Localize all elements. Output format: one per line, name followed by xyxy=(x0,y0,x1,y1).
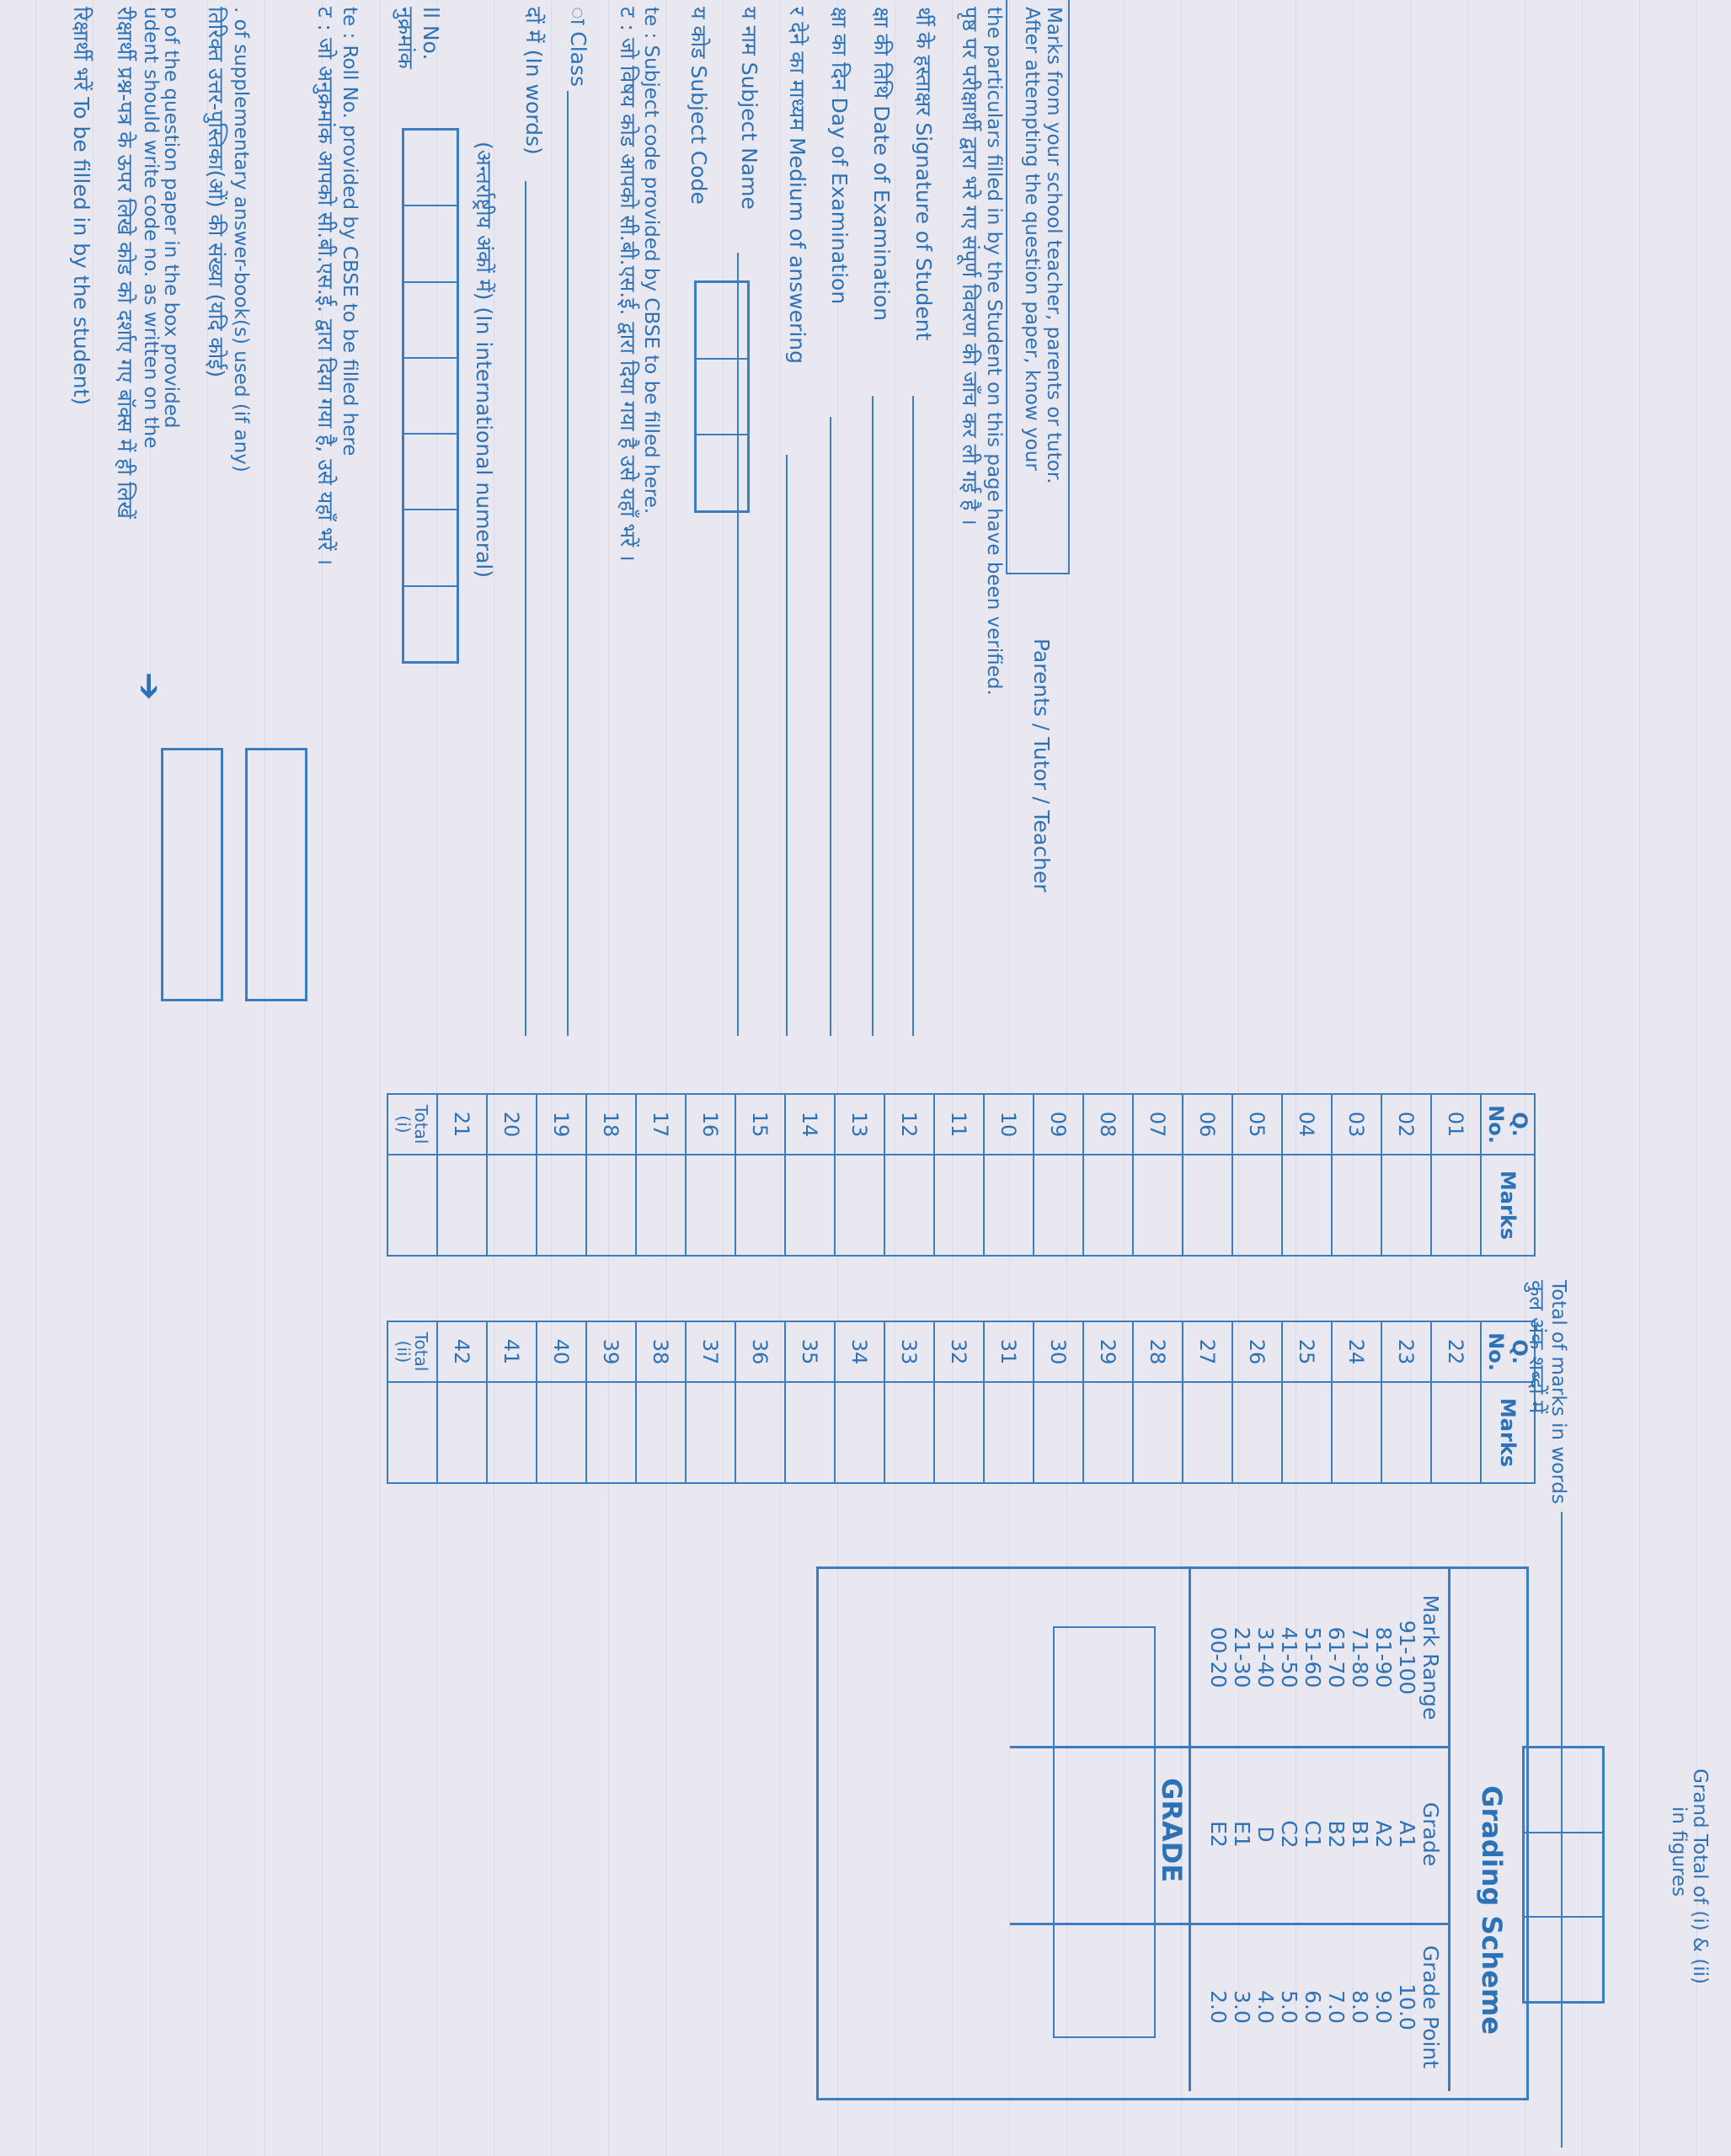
question-number: 05 xyxy=(1232,1094,1282,1155)
grading-cell: B1 xyxy=(1348,1820,1372,1849)
subject-note-hi: ट : जो विषय कोड आपको सी.बी.एस.ई. द्वारा दिया गया है उसे यहाँ भरें । xyxy=(616,7,640,562)
marks-row xyxy=(835,1094,884,1256)
marks-header: Marks xyxy=(1481,1155,1535,1256)
marks-header: Marks xyxy=(1481,1382,1535,1483)
roll-note-hi: ट : जो अनुक्रमांक आपको सी.बी.एस.ई. द्वारा दिया गया है, उसे यहाँ भरें । xyxy=(313,7,338,566)
marks-row xyxy=(487,1321,537,1483)
total-marks-cell[interactable] xyxy=(387,1382,437,1483)
marks-cell[interactable] xyxy=(835,1382,884,1483)
marks-cell[interactable] xyxy=(884,1382,934,1483)
in-words-line[interactable] xyxy=(525,181,526,1036)
roll-note-en: te : Roll No. provided by CBSE to be filled here xyxy=(339,7,361,456)
code-instruction-hi: रीक्षार्थी प्रश्न-पत्र के ऊपर लिखे कोड को दर्शाए गए बॉक्स में ही लिखें xyxy=(113,7,137,519)
marks-row xyxy=(1133,1321,1183,1483)
class-line[interactable] xyxy=(567,91,569,1036)
marks-cell[interactable] xyxy=(586,1155,636,1256)
grading-cell: E2 xyxy=(1206,1821,1231,1848)
grading-cell: 9.0 xyxy=(1371,1990,1396,2024)
question-number: 09 xyxy=(1034,1094,1083,1155)
marks-row xyxy=(934,1094,984,1256)
subject-name-line[interactable] xyxy=(737,253,739,1036)
question-number: 18 xyxy=(586,1094,636,1155)
question-number: 08 xyxy=(1083,1094,1133,1155)
marks-cell[interactable] xyxy=(785,1155,835,1256)
roll-number-boxes[interactable] xyxy=(402,128,459,664)
grading-cell: 3.0 xyxy=(1230,1990,1254,2024)
question-number: 31 xyxy=(984,1321,1034,1382)
grading-cell: 71-80 xyxy=(1348,1626,1372,1689)
question-number: 02 xyxy=(1381,1094,1431,1155)
arrow-right-icon: ➔ xyxy=(130,672,168,701)
supplementary-count-box[interactable] xyxy=(245,748,307,1001)
grade-label: GRADE xyxy=(1156,1777,1188,1883)
grand-total-in-figures: in figures xyxy=(1668,1806,1690,1897)
paper-stripe xyxy=(264,0,265,2156)
marks-cell[interactable] xyxy=(1332,1382,1381,1483)
paper-stripe xyxy=(379,0,380,2156)
grading-cell: E1 xyxy=(1230,1821,1254,1848)
grading-cell: C1 xyxy=(1301,1820,1325,1849)
marks-cell[interactable] xyxy=(1381,1155,1431,1256)
grading-cell: 4.0 xyxy=(1253,1990,1278,2024)
marks-cell[interactable] xyxy=(934,1382,984,1483)
advice-line-1: After attempting the question paper, know your xyxy=(1021,7,1043,471)
grading-cell: B2 xyxy=(1324,1820,1349,1849)
question-number: 17 xyxy=(636,1094,686,1155)
marks-cell[interactable] xyxy=(785,1382,835,1483)
grading-cell: C2 xyxy=(1277,1820,1301,1849)
grading-cell: 41-50 xyxy=(1277,1626,1301,1689)
roll-label-en: ll No. xyxy=(419,7,443,61)
question-number: 19 xyxy=(537,1094,586,1155)
grading-cell: 2.0 xyxy=(1206,1990,1231,2024)
marks-row xyxy=(1381,1094,1431,1256)
marks-row xyxy=(1282,1094,1332,1256)
code-instruction-en-1: udent should write code no. as written on the xyxy=(140,7,162,449)
question-number: 11 xyxy=(934,1094,984,1155)
total-marks-cell[interactable] xyxy=(387,1155,437,1256)
marks-cell[interactable] xyxy=(1431,1382,1481,1483)
marks-cell[interactable] xyxy=(686,1155,735,1256)
question-number: 41 xyxy=(487,1321,537,1382)
question-number: 13 xyxy=(835,1094,884,1155)
advice-line-2: Marks from your school teacher, parents or tutor. xyxy=(1043,7,1065,484)
marks-cell[interactable] xyxy=(537,1382,586,1483)
grading-cell: 81-90 xyxy=(1371,1626,1396,1689)
grade-entry-box[interactable] xyxy=(1053,1626,1156,2038)
roll-international-note: (अन्तर्राष्ट्रीय अंकों में) (In international numeral) xyxy=(472,141,496,579)
day-label: क्षा का दिन Day of Examination xyxy=(827,7,852,305)
question-number: 14 xyxy=(785,1094,835,1155)
question-number: 24 xyxy=(1332,1321,1381,1382)
grading-title: Grading Scheme xyxy=(1476,1785,1508,2035)
marks-row xyxy=(934,1321,984,1483)
marks-row xyxy=(586,1321,636,1483)
marks-row xyxy=(884,1094,934,1256)
question-number: 33 xyxy=(884,1321,934,1382)
marks-cell[interactable] xyxy=(586,1382,636,1483)
marks-row xyxy=(835,1321,884,1483)
marks-row xyxy=(1183,1321,1232,1483)
marks-row xyxy=(1431,1094,1481,1256)
grading-cell: A1 xyxy=(1395,1820,1419,1849)
paper-stripe xyxy=(665,0,666,2156)
marks-cell[interactable] xyxy=(1431,1155,1481,1256)
signature-line[interactable] xyxy=(912,396,914,1036)
marks-cell[interactable] xyxy=(835,1155,884,1256)
class-label: ा Class xyxy=(566,7,590,88)
paper-stripe xyxy=(780,0,781,2156)
grading-cell: 91-100 xyxy=(1395,1620,1419,1695)
marks-row xyxy=(1133,1094,1183,1256)
question-number: 27 xyxy=(1183,1321,1232,1382)
marks-row xyxy=(586,1094,636,1256)
supplementary-hi: तिरिक्त उत्तर-पुस्तिका(ओं) की संख्या (यदि कोई) xyxy=(204,7,228,378)
question-number: 20 xyxy=(487,1094,537,1155)
question-number: 21 xyxy=(437,1094,487,1155)
marks-cell[interactable] xyxy=(636,1382,686,1483)
question-number: 42 xyxy=(437,1321,487,1382)
day-line[interactable] xyxy=(830,417,831,1036)
question-number: 25 xyxy=(1282,1321,1332,1382)
marks-cell[interactable] xyxy=(1232,1382,1282,1483)
question-number: 23 xyxy=(1381,1321,1431,1382)
marks-cell[interactable] xyxy=(1083,1155,1133,1256)
question-number: 34 xyxy=(835,1321,884,1382)
grading-cell: 10.0 xyxy=(1395,1983,1419,2031)
marks-row xyxy=(1431,1321,1481,1483)
marks-row xyxy=(1332,1094,1381,1256)
question-paper-code-box[interactable] xyxy=(161,748,223,1001)
marks-cell[interactable] xyxy=(1381,1382,1431,1483)
marks-cell[interactable] xyxy=(1034,1382,1083,1483)
marks-row xyxy=(636,1321,686,1483)
marks-cell[interactable] xyxy=(735,1155,785,1256)
paper-stripe xyxy=(551,0,552,2156)
marks-cell[interactable] xyxy=(1282,1155,1332,1256)
question-number: 04 xyxy=(1282,1094,1332,1155)
in-words-label: दों में (In words) xyxy=(521,7,546,155)
paper-stripe xyxy=(608,0,609,2156)
question-number: 01 xyxy=(1431,1094,1481,1155)
code-instruction-en-2: p of the question paper in the box provided xyxy=(160,7,182,429)
question-number: 29 xyxy=(1083,1321,1133,1382)
marks-table-left xyxy=(387,1093,1536,1257)
marks-cell[interactable] xyxy=(1232,1155,1282,1256)
question-number: 10 xyxy=(984,1094,1034,1155)
marks-row xyxy=(1332,1321,1381,1483)
grading-cell: 61-70 xyxy=(1324,1626,1349,1689)
marks-row xyxy=(1083,1094,1133,1256)
question-number: 37 xyxy=(686,1321,735,1382)
question-number: 07 xyxy=(1133,1094,1183,1155)
marks-row xyxy=(984,1094,1034,1256)
marks-row xyxy=(785,1094,835,1256)
marks-cell[interactable] xyxy=(487,1155,537,1256)
grading-header: Mark Range xyxy=(1418,1594,1443,1721)
marks-cell[interactable] xyxy=(735,1382,785,1483)
paper-stripe xyxy=(35,0,36,2156)
marks-row xyxy=(686,1094,735,1256)
marks-row xyxy=(1381,1321,1431,1483)
marks-cell[interactable] xyxy=(984,1155,1034,1256)
subject-name-label: य नाम Subject Name xyxy=(737,7,761,210)
date-label: क्षा की तिथि Date of Examination xyxy=(869,7,894,322)
question-number: 35 xyxy=(785,1321,835,1382)
marks-cell[interactable] xyxy=(686,1382,735,1483)
grading-cell: 21-30 xyxy=(1230,1626,1254,1689)
marks-cell[interactable] xyxy=(437,1382,487,1483)
marks-cell[interactable] xyxy=(1133,1155,1183,1256)
grading-cell: 00-20 xyxy=(1206,1626,1231,1689)
grading-cell: 51-60 xyxy=(1301,1626,1325,1689)
marks-row xyxy=(636,1094,686,1256)
marks-row xyxy=(437,1094,487,1256)
subject-code-boxes[interactable] xyxy=(694,280,750,513)
parents-tutor-teacher: Parents / Tutor / Teacher xyxy=(1029,638,1054,893)
fill-note: रिक्षार्थी भरें To be filled in by the student) xyxy=(69,7,93,406)
medium-line[interactable] xyxy=(786,455,788,1036)
marks-cell[interactable] xyxy=(1332,1155,1381,1256)
marks-cell[interactable] xyxy=(934,1155,984,1256)
question-number: 12 xyxy=(884,1094,934,1155)
question-number: 39 xyxy=(586,1321,636,1382)
marks-row xyxy=(1034,1321,1083,1483)
grading-cell: 8.0 xyxy=(1348,1990,1372,2024)
marks-row xyxy=(1232,1094,1282,1256)
marks-row xyxy=(537,1094,586,1256)
question-number: 36 xyxy=(735,1321,785,1382)
marks-row xyxy=(984,1321,1034,1483)
marks-row xyxy=(884,1321,934,1483)
total-row xyxy=(387,1094,437,1256)
q-no-header: Q. No. xyxy=(1481,1321,1535,1382)
marks-cell[interactable] xyxy=(1183,1155,1232,1256)
question-number: 15 xyxy=(735,1094,785,1155)
total-label: Total (ii) xyxy=(387,1321,437,1382)
grand-total-label: Grand Total of (i) & (ii) xyxy=(1689,1769,1711,1984)
marks-row xyxy=(1083,1321,1133,1483)
marks-row xyxy=(735,1321,785,1483)
marks-row xyxy=(785,1321,835,1483)
marks-row xyxy=(686,1321,735,1483)
date-line[interactable] xyxy=(872,396,874,1036)
total-row xyxy=(387,1321,437,1483)
grading-cell: 5.0 xyxy=(1277,1990,1301,2024)
verify-hi: पृष्ठ पर परीक्षार्थी द्वारा भरे गए संपूर्ण विवरण की जाँच कर ली गई है । xyxy=(958,7,982,526)
total-words-hi: कुल अंक शब्दों में xyxy=(1525,1280,1549,1414)
grading-cell: A2 xyxy=(1371,1820,1396,1849)
marks-cell[interactable] xyxy=(1183,1382,1232,1483)
question-number: 30 xyxy=(1034,1321,1083,1382)
question-number: 22 xyxy=(1431,1321,1481,1382)
marks-row xyxy=(1282,1321,1332,1483)
total-words-en: Total of marks in words xyxy=(1547,1280,1569,1504)
question-number: 03 xyxy=(1332,1094,1381,1155)
grading-header: Grade Point xyxy=(1418,1945,1443,2069)
q-no-header: Q. No. xyxy=(1481,1094,1535,1155)
marks-cell[interactable] xyxy=(1282,1382,1332,1483)
marks-row xyxy=(487,1094,537,1256)
grading-cell: 7.0 xyxy=(1324,1990,1349,2024)
marks-row xyxy=(1183,1094,1232,1256)
grading-cell: D xyxy=(1253,1826,1278,1843)
question-number: 28 xyxy=(1133,1321,1183,1382)
grading-cell: 31-40 xyxy=(1253,1626,1278,1689)
grading-table xyxy=(1208,1569,1451,2091)
marks-cell[interactable] xyxy=(984,1382,1034,1483)
question-number: 16 xyxy=(686,1094,735,1155)
question-number: 26 xyxy=(1232,1321,1282,1382)
question-number: 38 xyxy=(636,1321,686,1382)
marks-row xyxy=(735,1094,785,1256)
marks-row xyxy=(537,1321,586,1483)
marks-cell[interactable] xyxy=(1034,1155,1083,1256)
marks-cell[interactable] xyxy=(537,1155,586,1256)
marks-cell[interactable] xyxy=(1133,1382,1183,1483)
marks-row xyxy=(1232,1321,1282,1483)
roll-label-hi: नुक्रमांक xyxy=(393,7,418,69)
question-number: 06 xyxy=(1183,1094,1232,1155)
signature-label: र्थी के हस्ताक्षर Signature of Student xyxy=(911,7,936,341)
marks-table-right xyxy=(387,1321,1536,1484)
grading-cell: 6.0 xyxy=(1301,1990,1325,2024)
medium-label: र देने का माध्यम Medium of answering xyxy=(785,7,809,365)
total-label: Total (i) xyxy=(387,1094,437,1155)
subject-note-en: te : Subject code provided by CBSE to be filled here. xyxy=(640,7,662,515)
question-number: 32 xyxy=(934,1321,984,1382)
marks-row xyxy=(437,1321,487,1483)
grand-total-boxes[interactable] xyxy=(1522,1746,1605,2004)
marks-cell[interactable] xyxy=(487,1382,537,1483)
marks-cell[interactable] xyxy=(636,1155,686,1256)
marks-row xyxy=(1034,1094,1083,1256)
paper-stripe xyxy=(1639,0,1640,2156)
verify-en: the particulars filled in by the Student on this page have been verified. xyxy=(983,7,1005,696)
question-number: 40 xyxy=(537,1321,586,1382)
grading-header: Grade xyxy=(1418,1801,1443,1867)
marks-cell[interactable] xyxy=(1083,1382,1133,1483)
marks-cell[interactable] xyxy=(884,1155,934,1256)
marks-cell[interactable] xyxy=(437,1155,487,1256)
subject-code-label: य कोड Subject Code xyxy=(687,7,711,205)
grading-scheme-box xyxy=(816,1566,1529,2100)
supplementary-en: . of supplementary answer-book(s) used (if any) xyxy=(230,7,252,472)
